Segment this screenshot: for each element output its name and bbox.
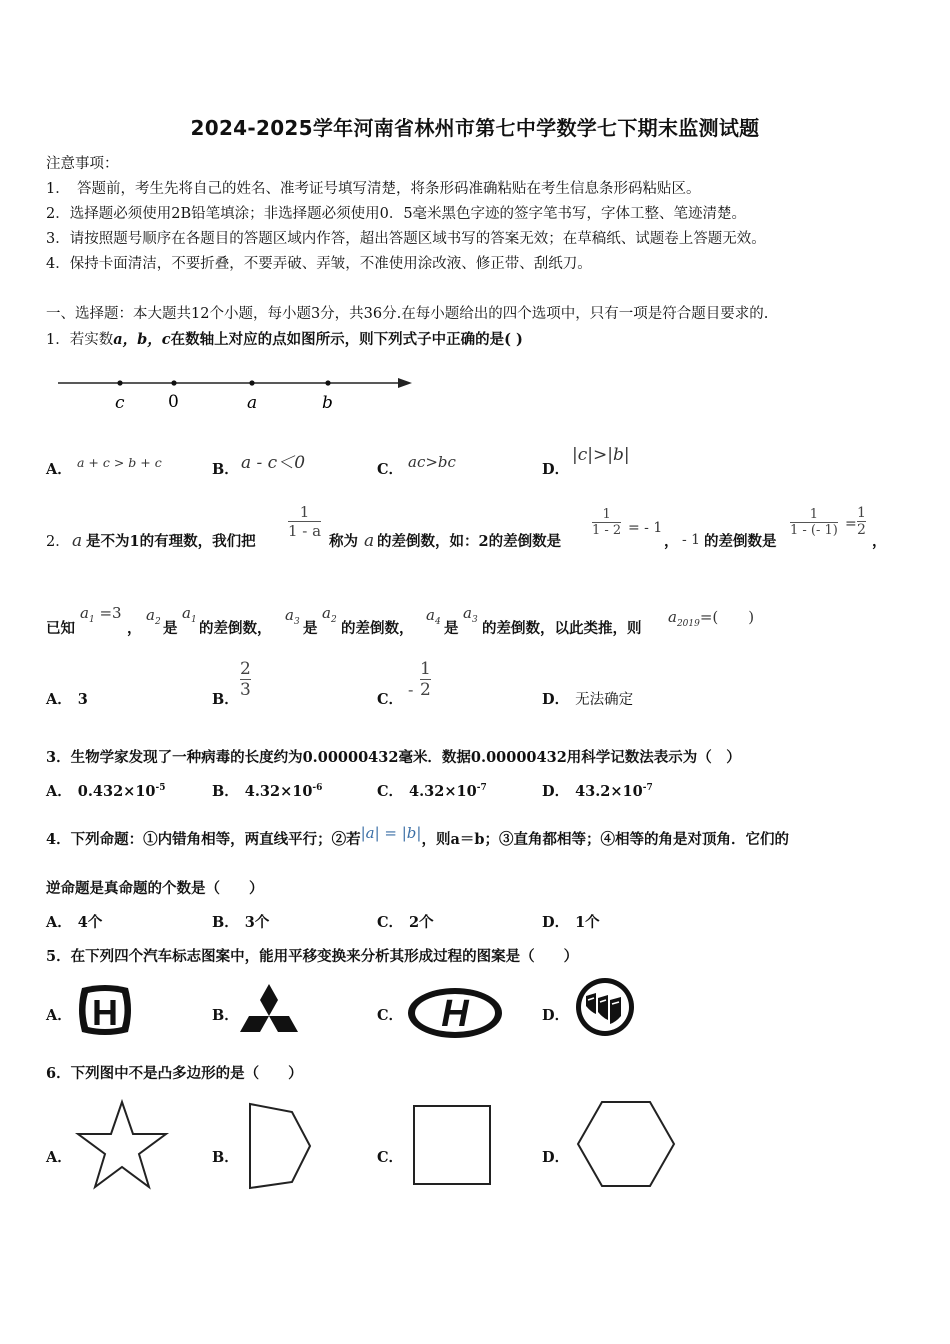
q2-a3-ref: $a_3$ xyxy=(463,604,478,625)
q2-fraction-2-result: = - 1 xyxy=(628,520,663,536)
q2-is-3: 是 xyxy=(444,620,459,637)
q2-fraction-2: $\frac{1}{1 - 2}$ xyxy=(592,507,622,539)
q6-option-a[interactable]: A． xyxy=(46,1149,72,1166)
q1-text2: 在数轴上对应的点如图所示，则下列式子中正确的是( ) xyxy=(170,331,523,348)
q2-option-c-fraction: $\frac{1}{2}$ xyxy=(420,659,431,700)
label-c: c xyxy=(115,393,125,413)
hyundai-logo-icon xyxy=(406,986,504,1040)
q4-abs-expr: |a| = |b| xyxy=(360,824,422,842)
q1-option-a-expr: a + c > b + c xyxy=(77,455,162,470)
q2-text-2: 称为 xyxy=(329,533,358,550)
hyundai-logo-letter: H xyxy=(441,993,469,1035)
q2-text-6: ， xyxy=(872,533,887,550)
q2-var-a-2: a xyxy=(364,531,375,551)
section-heading: 一、选择题：本大题共12个小题，每小题3分，共36分.在每小题给出的四个选项中，只有一项是符合题目要求的. xyxy=(46,306,769,322)
q2-option-d[interactable]: D． 无法确定 xyxy=(542,691,634,708)
question-1 xyxy=(46,328,523,349)
pentagon-shape-icon xyxy=(246,1100,314,1192)
q5-option-b[interactable]: B． xyxy=(212,1007,239,1024)
notes-heading: 注意事项： xyxy=(46,156,119,172)
q2-fraction-3-eq: = xyxy=(845,516,857,532)
q2-option-b-fraction: $\frac{2}{3}$ xyxy=(240,659,251,700)
note-item-1: 1． 答题前，考生先将自己的姓名、准考证号填写清楚，将条形码准确粘贴在考生信息条形码粘贴区。 xyxy=(46,181,701,197)
q1-text: 若实数 xyxy=(69,332,114,348)
q5-option-c[interactable]: C． xyxy=(377,1007,404,1024)
q2-option-a[interactable]: A． 3 xyxy=(46,691,88,708)
page-title: 2024-2025学年河南省林州市第七中学数学七下期末监测试题 xyxy=(190,116,760,140)
q2-fraction-1: $\frac{1}{1 - a}$ xyxy=(288,503,322,540)
point-0 xyxy=(171,380,176,385)
q1-number: 1． xyxy=(46,332,70,348)
q2-option-c[interactable]: C． xyxy=(377,691,404,708)
q3-option-d[interactable]: D． $43.2\times 10^{-7}$ xyxy=(542,783,653,800)
q2-tail: 的差倒数，以此类推，则 xyxy=(482,620,642,637)
q1-option-c[interactable]: C． xyxy=(377,461,404,478)
q6-option-c[interactable]: C． xyxy=(377,1149,404,1166)
note-item-2: 2．选择题必须使用2B铅笔填涂；非选择题必须使用0．5毫米黑色字迹的签字笔书写，字体工整、笔迹清楚。 xyxy=(46,206,747,222)
q2-line2-known: 已知 xyxy=(46,620,75,637)
label-a: a xyxy=(247,393,258,413)
honda-logo-icon xyxy=(76,984,134,1036)
point-c xyxy=(117,380,122,385)
q2-text-1: 是不为1的有理数，我们把 xyxy=(86,533,256,550)
q2-a1: $a_1 =3$ xyxy=(80,604,122,625)
label-b: b xyxy=(322,393,333,413)
point-a xyxy=(249,380,254,385)
q2-a2019: $a_{2019}=$( ) xyxy=(668,608,755,629)
question-6: 6．下列图中不是凸多边形的是（ ） xyxy=(46,1065,303,1082)
question-4: 4．下列命题：①内错角相等，两直线平行；②若|a| = |b|，则a＝b；③直角都相等；④相等的角是对顶角．它们的 xyxy=(46,824,790,848)
q1-option-b[interactable]: B． xyxy=(212,461,239,478)
question-5: 5．在下列四个汽车标志图案中，能用平移变换来分析其形成过程的图案是（ ） xyxy=(46,948,579,965)
q2-fraction-3: $\frac{1}{1 - (- 1)}$ xyxy=(790,507,838,539)
q1-option-d[interactable]: D． xyxy=(542,461,570,478)
question-3: 3．生物学家发现了一种病毒的长度约为0.00000432毫米．数据0.00000432用科学记数法表示为（ ） xyxy=(46,749,741,766)
q3-option-b[interactable]: B． $4.32\times 10^{-6}$ xyxy=(212,783,323,800)
q4-option-d[interactable]: D． 1个 xyxy=(542,914,600,931)
q1-option-a[interactable]: A． xyxy=(46,461,72,478)
q2-a1-ref: $a_1$ xyxy=(182,604,197,625)
q5-option-d[interactable]: D． xyxy=(542,1007,570,1024)
number-line-arrow xyxy=(398,378,412,388)
q2-fraction-3-result: $\frac{1}{2}$ xyxy=(857,505,866,539)
q4-option-c[interactable]: C． 2个 xyxy=(377,914,434,931)
q3-option-c[interactable]: C． $4.32\times 10^{-7}$ xyxy=(377,783,487,800)
q2-a4: $a_4$ xyxy=(426,606,441,627)
q2-chadao-1: 的差倒数， xyxy=(199,620,272,637)
q2-text-4: ， xyxy=(664,533,679,550)
question-4-line2: 逆命题是真命题的个数是（ ） xyxy=(46,880,264,897)
q2-var-a: a xyxy=(72,531,83,551)
q1-option-d-expr: |c|>|b| xyxy=(572,445,630,465)
q2-neg-one: - 1 xyxy=(682,532,701,548)
mitsubishi-logo-icon xyxy=(238,982,300,1036)
q2-is-1: 是 xyxy=(163,620,178,637)
q1-option-c-expr: ac>bc xyxy=(408,453,456,471)
star-shape-icon xyxy=(74,1098,170,1192)
q2-comma: ， xyxy=(127,620,142,637)
q2-chadao-2: 的差倒数， xyxy=(341,620,414,637)
note-item-3: 3．请按照题号顺序在各题目的答题区域内作答，超出答题区域书写的答案无效；在草稿纸、试题卷上答题无效。 xyxy=(46,231,766,247)
q3-option-a[interactable]: A． $0.432\times 10^{-5}$ xyxy=(46,783,166,800)
hexagon-shape-icon xyxy=(574,1098,678,1190)
q2-a3: $a_3$ xyxy=(285,606,300,627)
q6-option-b[interactable]: B． xyxy=(212,1149,239,1166)
q6-option-d[interactable]: D． xyxy=(542,1149,570,1166)
buick-logo-icon xyxy=(574,976,636,1038)
note-item-4: 4．保持卡面清洁，不要折叠，不要弄破、弄皱，不准使用涂改液、修正带、刮纸刀。 xyxy=(46,256,592,272)
q5-option-a[interactable]: A． xyxy=(46,1007,72,1024)
honda-logo-letter: H xyxy=(92,992,118,1033)
number-line-figure xyxy=(56,370,416,415)
point-b xyxy=(325,380,330,385)
q2-option-b[interactable]: B． xyxy=(212,691,239,708)
q1-option-b-expr: a - c＜0 xyxy=(241,453,306,473)
q2-a2: $a_2$ xyxy=(146,606,161,627)
q2-text-5: 的差倒数是 xyxy=(704,533,777,550)
q2-number: 2． xyxy=(46,534,70,550)
square-shape-icon xyxy=(410,1102,496,1190)
q2-a2-ref: $a_2$ xyxy=(322,604,337,625)
q1-vars: a，b，c xyxy=(113,331,171,348)
q4-option-a[interactable]: A． 4个 xyxy=(46,914,103,931)
q2-option-c-sign: - xyxy=(408,680,414,699)
q2-is-2: 是 xyxy=(303,620,318,637)
q2-text-3: 的差倒数，如：2的差倒数是 xyxy=(377,533,562,550)
label-0: 0 xyxy=(168,392,179,412)
q4-option-b[interactable]: B． 3个 xyxy=(212,914,270,931)
